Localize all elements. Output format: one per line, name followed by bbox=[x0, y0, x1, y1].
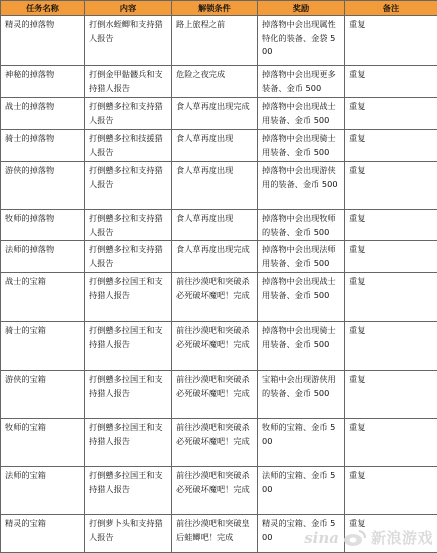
cell-name: 战士的宝箱 bbox=[1, 273, 85, 322]
table-row bbox=[1, 210, 437, 241]
cell-name: 神秘的掉落物 bbox=[1, 66, 85, 98]
cell-name: 牧师的掉落物 bbox=[1, 210, 85, 241]
watermark-text: 新浪游戏 bbox=[371, 527, 433, 548]
cell-unlock: 食人草再度出现完成 bbox=[172, 241, 258, 273]
cell-content: 打倒戆多拉和支持猎人报告 bbox=[85, 98, 172, 130]
sina-logo: sina bbox=[304, 529, 339, 547]
cell-reward: 法师的宝箱、金币 500 bbox=[258, 467, 345, 515]
cell-note: 重复 bbox=[345, 273, 437, 322]
cell-reward: 宝箱中会出现游侠用的装备、金币 500 bbox=[258, 371, 345, 419]
table-row bbox=[1, 467, 437, 515]
cell-name: 骑士的宝箱 bbox=[1, 322, 85, 371]
cell-reward: 掉落物中会出现骑士用装备、金币 500 bbox=[258, 322, 345, 371]
cell-note: 重复 bbox=[345, 371, 437, 419]
cell-reward: 掉落物中会出现法师用装备、金币 500 bbox=[258, 241, 345, 273]
cell-reward: 掉落物中会出现游侠用的装备、金币 500 bbox=[258, 162, 345, 210]
cell-unlock: 食人草再度出现 bbox=[172, 210, 258, 241]
table-row bbox=[1, 322, 437, 371]
cell-note: 重复 bbox=[345, 467, 437, 515]
cell-content: 打倒戆多拉和支持猎人报告 bbox=[85, 162, 172, 210]
sina-games-watermark bbox=[304, 527, 433, 548]
cell-reward: 掉落物中会出现骑士用装备、金币 500 bbox=[258, 130, 345, 162]
cell-name: 战士的掉落物 bbox=[1, 98, 85, 130]
cell-reward: 牧师的宝箱、金币 500 bbox=[258, 419, 345, 467]
cell-note: 重复 bbox=[345, 16, 437, 66]
cell-content: 打倒戆多拉和支持猎人报告 bbox=[85, 241, 172, 273]
cell-reward: 精灵的宝箱、金币 500 bbox=[258, 515, 345, 553]
cell-name: 游侠的掉落物 bbox=[1, 162, 85, 210]
cell-unlock: 食人草再度出现完成 bbox=[172, 98, 258, 130]
cell-content: 打倒金甲骷髅兵和支持猎人报告 bbox=[85, 66, 172, 98]
table-row bbox=[1, 130, 437, 162]
table-row bbox=[1, 273, 437, 322]
cell-content: 打倒戆多拉和技援猎人报告 bbox=[85, 130, 172, 162]
cell-note: 重复 bbox=[345, 98, 437, 130]
cell-name: 游侠的宝箱 bbox=[1, 371, 85, 419]
cell-content: 打倒水蛭鲫和支持猎人报告 bbox=[85, 16, 172, 66]
cell-unlock: 前往沙漠吧和突破杀必死破坏魔吧！完成 bbox=[172, 467, 258, 515]
cell-content: 打倒戆多拉国王和支持猎人报告 bbox=[85, 467, 172, 515]
header-task-name: 任务名称 bbox=[1, 1, 85, 16]
cell-unlock: 前往沙漠吧和突破杀必死破坏魔吧！完成 bbox=[172, 371, 258, 419]
table-header-row bbox=[1, 1, 437, 16]
cell-reward: 掉落物中会出现战士用装备、金币 500 bbox=[258, 273, 345, 322]
cell-note: 重复 bbox=[345, 66, 437, 98]
cell-content: 打倒戆多拉和支持猎人报告 bbox=[85, 210, 172, 241]
cell-content: 打倒戆多拉国王和支持猎人报告 bbox=[85, 322, 172, 371]
cell-content: 打倒戆多拉国王和支持猎人报告 bbox=[85, 273, 172, 322]
cell-name: 精灵的宝箱 bbox=[1, 515, 85, 553]
cell-reward: 掉落物中会出现更多装备、金币 500 bbox=[258, 66, 345, 98]
cell-unlock: 食人草再度出现 bbox=[172, 130, 258, 162]
cell-name: 牧师的宝箱 bbox=[1, 419, 85, 467]
cell-unlock: 前往沙漠吧和突破杀必死破坏魔吧！完成 bbox=[172, 273, 258, 322]
table-row bbox=[1, 16, 437, 66]
cell-name: 精灵的掉落物 bbox=[1, 16, 85, 66]
cell-note: 重复 bbox=[345, 130, 437, 162]
cell-name: 骑士的掉落物 bbox=[1, 130, 85, 162]
cell-name: 法师的掉落物 bbox=[1, 241, 85, 273]
table-row bbox=[1, 419, 437, 467]
table-row bbox=[1, 98, 437, 130]
cell-reward: 掉落物中会出现属性特化的装备、金袋 500 bbox=[258, 16, 345, 66]
header-content: 内容 bbox=[85, 1, 172, 16]
table-row bbox=[1, 241, 437, 273]
cell-unlock: 危险之夜完成 bbox=[172, 66, 258, 98]
table-row bbox=[1, 162, 437, 210]
table-row bbox=[1, 66, 437, 98]
cell-content: 打倒萝卜头和支持猎人报告 bbox=[85, 515, 172, 553]
sina-eye-icon bbox=[342, 528, 368, 548]
cell-note: 重复 bbox=[345, 515, 437, 553]
cell-name: 法师的宝箱 bbox=[1, 467, 85, 515]
header-note: 备注 bbox=[345, 1, 437, 16]
cell-content: 打倒戆多拉国王和支持猎人报告 bbox=[85, 419, 172, 467]
cell-note: 重复 bbox=[345, 241, 437, 273]
cell-note: 重复 bbox=[345, 210, 437, 241]
cell-note: 重复 bbox=[345, 419, 437, 467]
cell-note: 重复 bbox=[345, 322, 437, 371]
cell-unlock: 路上旅程之前 bbox=[172, 16, 258, 66]
header-unlock-condition: 解锁条件 bbox=[172, 1, 258, 16]
cell-note: 重复 bbox=[345, 162, 437, 210]
cell-unlock: 前往沙漠吧和突破杀必死破坏魔吧！完成 bbox=[172, 419, 258, 467]
cell-unlock: 前往沙漠吧和突破皇后蛙鲫吧！完成 bbox=[172, 515, 258, 553]
cell-reward: 掉落物中会出现战士用装备、金币 500 bbox=[258, 98, 345, 130]
table-row bbox=[1, 371, 437, 419]
cell-unlock: 食人草再度出现 bbox=[172, 162, 258, 210]
cell-unlock: 前往沙漠吧和突破杀必死破坏魔吧！完成 bbox=[172, 322, 258, 371]
header-reward: 奖励 bbox=[258, 1, 345, 16]
cell-content: 打倒戆多拉国王和支持猎人报告 bbox=[85, 371, 172, 419]
cell-reward: 掉落物中会出现牧师的装备、金币 500 bbox=[258, 210, 345, 241]
